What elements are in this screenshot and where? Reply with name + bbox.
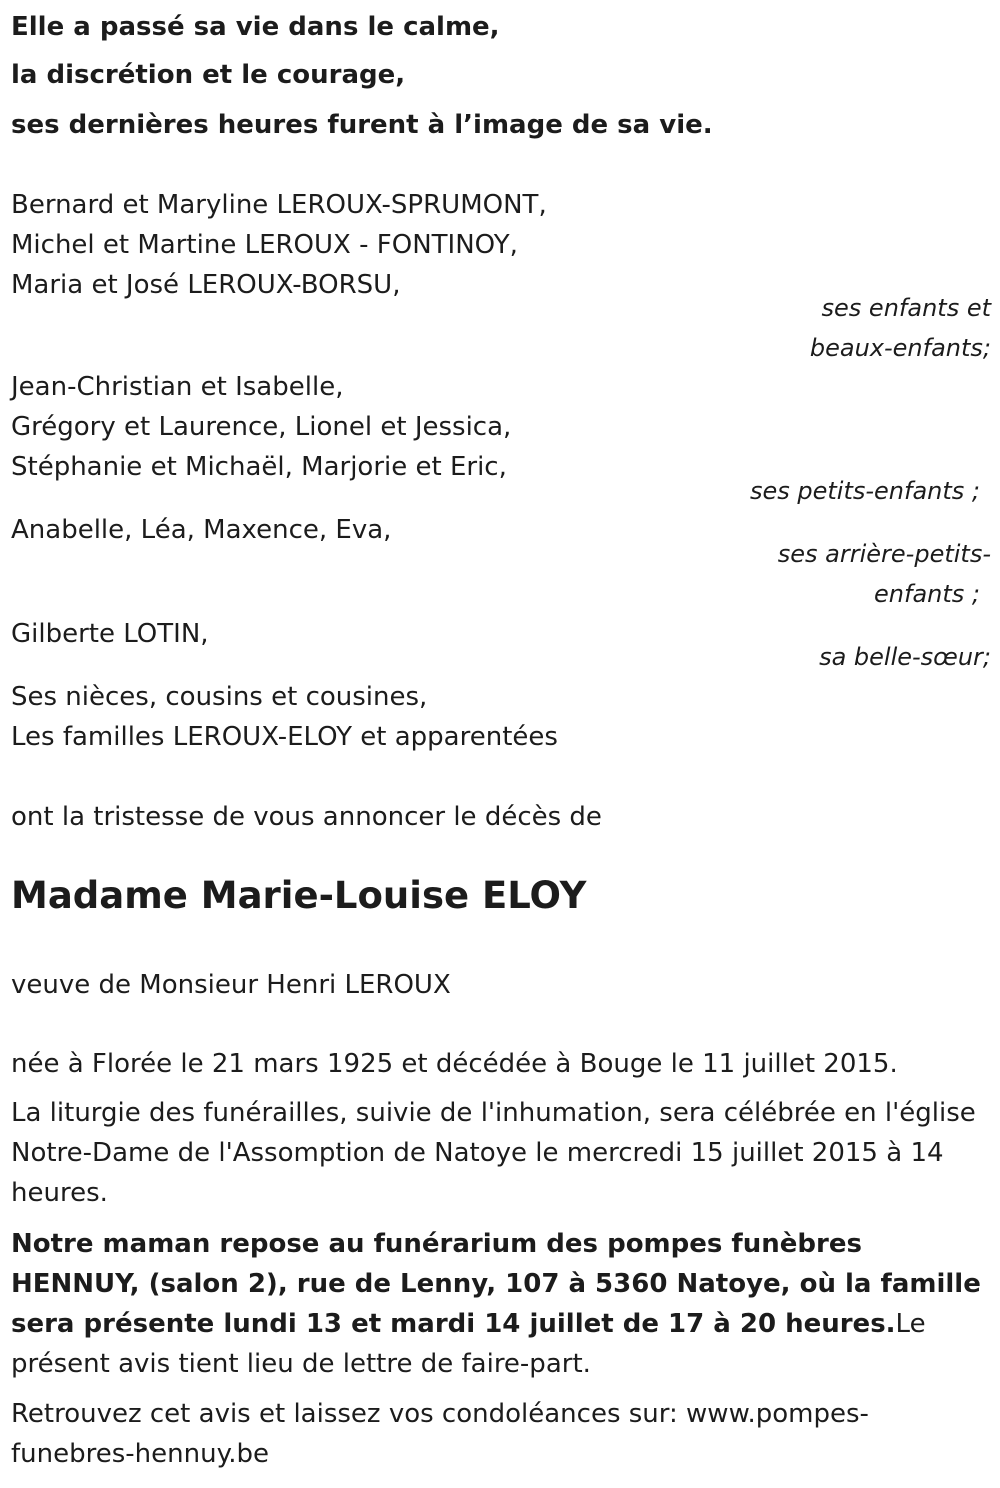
- others-line-2: Les familles LEROUX-ELOY et apparentées: [11, 722, 558, 752]
- children-role-line-2: beaux-enfants;: [809, 334, 991, 362]
- children-role-line-1: ses enfants et: [821, 294, 991, 322]
- epitaph-line-1: Elle a passé sa vie dans le calme,: [11, 12, 500, 42]
- rest-paragraph: [11, 1224, 986, 1384]
- rest-normal-text: Le présent avis tient lieu de lettre de faire-part.: [11, 1309, 926, 1379]
- grandchildren-line-1: Jean-Christian et Isabelle,: [11, 372, 344, 402]
- epitaph-line-2: la discrétion et le courage,: [11, 60, 406, 90]
- sister-in-law-role: sa belle-sœur;: [819, 643, 991, 671]
- rest-bold-text: Notre maman repose au funérarium des pompes funèbres HENNUY, (salon 2), rue de Lenny, 107 à 5360 Natoye, où la famille sera présente lundi 13 et mardi 14 juillet de 17 à 20 heures.: [11, 1229, 981, 1339]
- children-line-2: Michel et Martine LEROUX - FONTINOY,: [11, 230, 518, 260]
- birth-death-line: née à Florée le 21 mars 1925 et décédée à Bouge le 11 juillet 2015.: [11, 1049, 898, 1079]
- children-line-3: Maria et José LEROUX-BORSU,: [11, 270, 401, 300]
- widow-of-line: veuve de Monsieur Henri LEROUX: [11, 970, 451, 1000]
- great-grandchildren-role-line-2: enfants ;: [874, 580, 980, 608]
- grandchildren-role: ses petits-enfants ;: [749, 477, 980, 505]
- grandchildren-line-3: Stéphanie et Michaël, Marjorie et Eric,: [11, 452, 507, 482]
- sister-in-law-line: Gilberte LOTIN,: [11, 619, 209, 649]
- condolences-paragraph: Retrouvez cet avis et laissez vos condoléances sur: www.pompes-funebres-hennuy.be: [11, 1399, 869, 1469]
- grandchildren-line-2: Grégory et Laurence, Lionel et Jessica,: [11, 412, 512, 442]
- deceased-name: Madame Marie-Louise ELOY: [11, 874, 587, 917]
- great-grandchildren-role-line-1: ses arrière-petits-: [777, 540, 991, 568]
- announcement-line: ont la tristesse de vous annoncer le décès de: [11, 802, 602, 832]
- children-line-1: Bernard et Maryline LEROUX-SPRUMONT,: [11, 190, 547, 220]
- great-grandchildren-line: Anabelle, Léa, Maxence, Eva,: [11, 515, 392, 545]
- funeral-paragraph: La liturgie des funérailles, suivie de l'inhumation, sera célébrée en l'église Notre-Dame de l'Assomption de Natoye le mercredi 15 juillet 2015 à 14 heures.: [11, 1098, 976, 1208]
- others-line-1: Ses nièces, cousins et cousines,: [11, 682, 428, 712]
- epitaph-line-3: ses dernières heures furent à l’image de sa vie.: [11, 110, 713, 140]
